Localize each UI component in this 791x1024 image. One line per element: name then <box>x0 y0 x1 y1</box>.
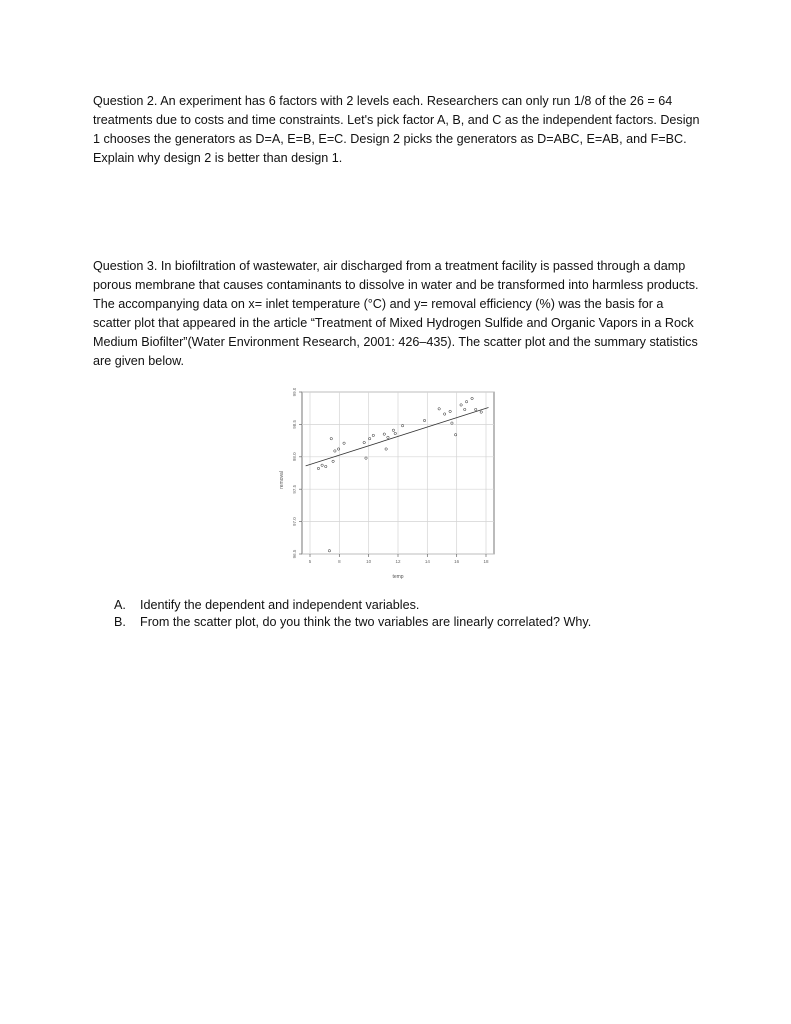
scatter-plot-svg <box>274 388 500 584</box>
y-ticks <box>292 388 302 558</box>
y-tick-label: 97.5 <box>292 484 297 494</box>
question-3-text: Question 3. In biofiltration of wastewater, air discharged from a treatment facility is passed through a damp porous membrane that causes contaminants to dissolve in water and be transformed into harmless products. The accompanying data on x= inlet temperature (°C) and y= removal efficiency (%) was the basis for a scatter plot that appeared in the article “Treatment of Mixed Hydrogen Sulfide and Organic Vapors in a Rock Medium Biofilter”(Water Environment Research, 2001: 426–435). The scatter plot and the summary statistics are given below. <box>93 259 699 368</box>
y-tick-label: 99.0 <box>292 388 297 397</box>
y-tick-label: 96.5 <box>292 549 297 559</box>
x-tick-label: 8 <box>338 559 341 564</box>
sub-question-b <box>114 614 591 631</box>
x-tick-label: 16 <box>454 559 460 564</box>
scatter-plot <box>274 388 500 584</box>
y-axis-label: removal <box>279 471 285 489</box>
y-tick-label: 97.0 <box>292 517 297 526</box>
sub-question-a-text: Identify the dependent and independent variables. <box>140 598 420 612</box>
sub-question-b-text: From the scatter plot, do you think the two variables are linearly correlated? Why. <box>140 615 592 629</box>
question-2-text: Question 2. An experiment has 6 factors with 2 levels each. Researchers can only run 1/8 of the 26 = 64 treatments due to costs and time constraints. Let's pick factor A, B, and C as the independent factors. Design 1 chooses the generators as D=A, E=B, E=C. Design 2 picks the generators as D=ABC, E=AB, and F=BC. Explain why design 2 is better than design 1. <box>93 94 700 165</box>
question-2 <box>93 92 703 168</box>
y-tick-label: 98.5 <box>292 420 297 429</box>
sub-question-a <box>114 597 591 614</box>
x-tick-label: 14 <box>424 559 430 564</box>
sub-questions <box>114 597 591 631</box>
x-ticks <box>309 554 489 564</box>
y-tick-label: 98.0 <box>292 452 297 462</box>
sub-question-b-marker: B. <box>114 615 126 629</box>
question-3 <box>93 257 703 371</box>
x-axis-label: temp <box>392 574 404 580</box>
x-tick-label: 5 <box>308 559 312 564</box>
sub-question-a-marker: A. <box>114 598 126 612</box>
x-tick-label: 18 <box>483 559 489 564</box>
x-tick-label: 10 <box>366 559 372 564</box>
x-tick-label: 12 <box>395 559 401 564</box>
